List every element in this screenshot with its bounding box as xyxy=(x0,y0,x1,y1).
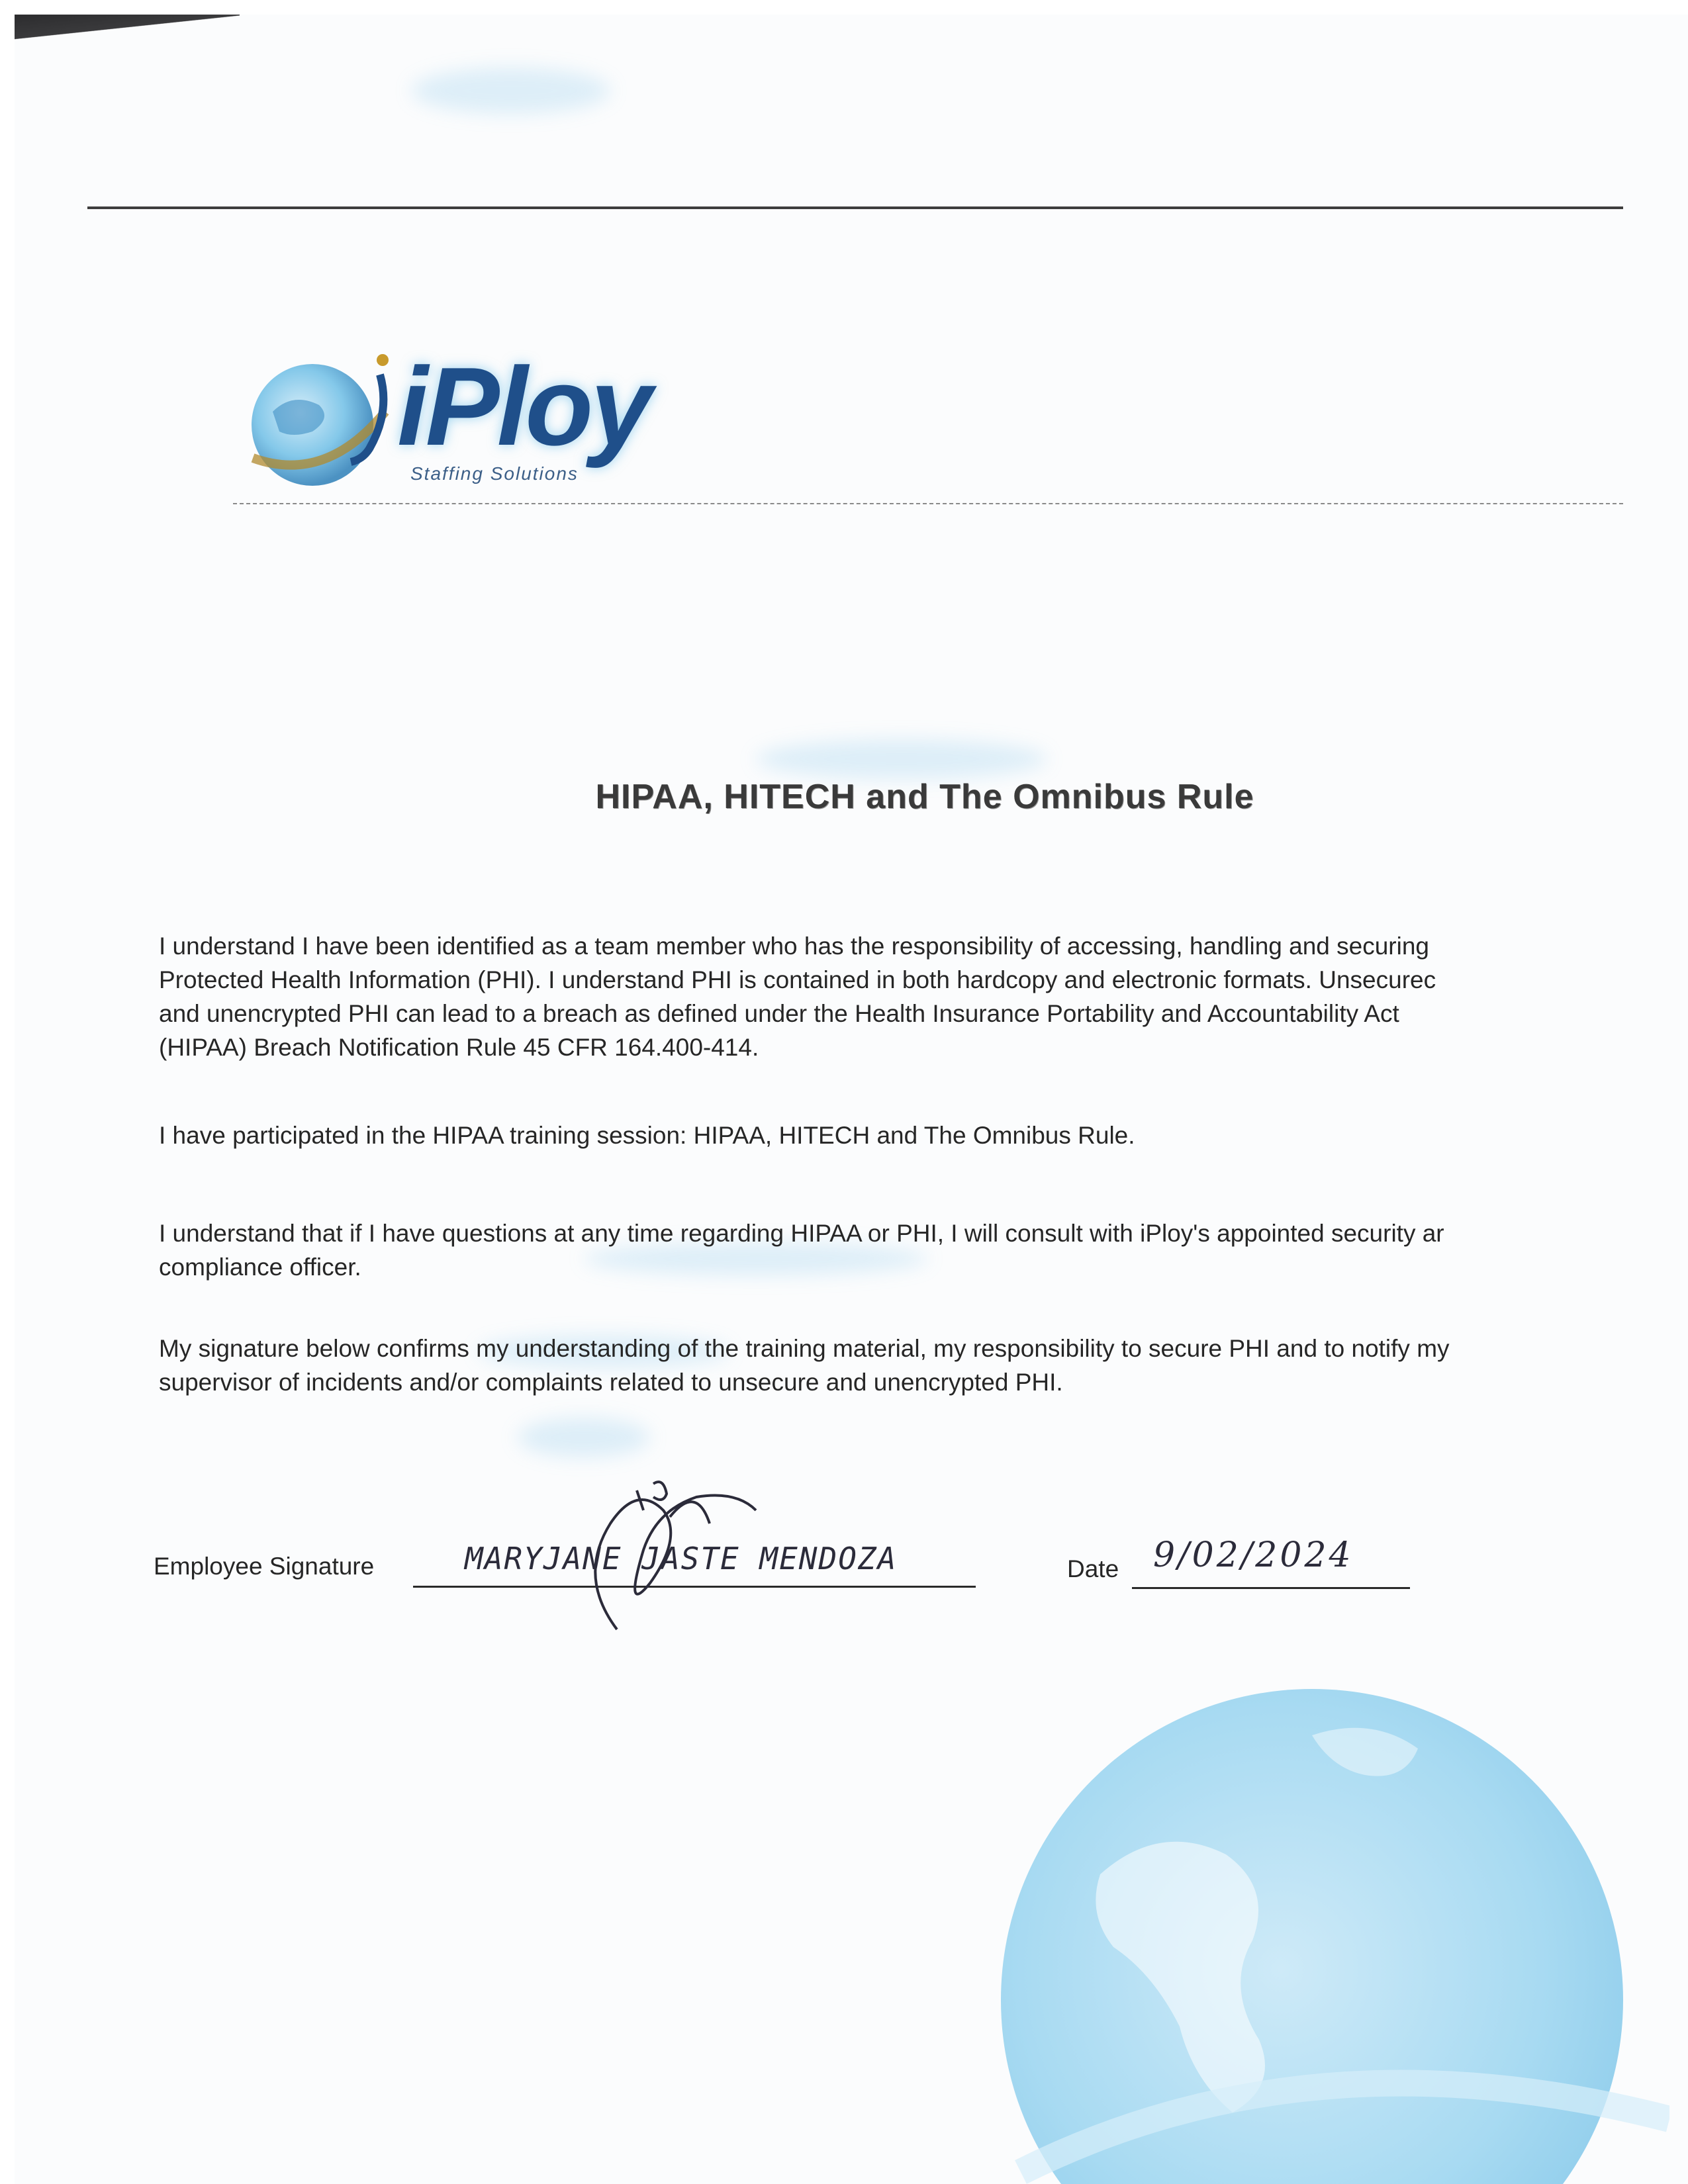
ink-smudge xyxy=(518,1418,650,1457)
paragraph-line: compliance officer. xyxy=(159,1253,361,1281)
paragraph-responsibility xyxy=(159,929,1648,1064)
paragraph-line: Protected Health Information (PHI). I understand PHI is contained in both hardcopy and electronic formats. Unsecurec xyxy=(159,966,1436,993)
handwritten-date: 9/02/2024 xyxy=(1153,1535,1354,1575)
globe-watermark-icon xyxy=(941,1656,1669,2184)
signature-row xyxy=(154,1530,1610,1636)
date-label: Date xyxy=(1067,1555,1119,1582)
paragraph-line: I understand that if I have questions at any time regarding HIPAA or PHI, I will consult with iPloy's appointed security ar xyxy=(159,1220,1444,1247)
ink-smudge xyxy=(412,68,610,114)
paragraph-line: I understand I have been identified as a team member who has the responsibility of accessing, handling and securing xyxy=(159,933,1429,960)
document-title: HIPAA, HITECH and The Omnibus Rule xyxy=(595,778,1254,816)
handwritten-name: MARYJANE JASTE MENDOZA xyxy=(465,1541,898,1576)
scan-edge-shadow xyxy=(15,15,240,45)
paragraph-confirmation xyxy=(159,1332,1648,1399)
signature-scribble-icon xyxy=(538,1471,776,1643)
logo-wordmark: iPloy xyxy=(397,344,650,469)
paragraph-line: supervisor of incidents and/or complaints related to unsecure and unencrypted PHI. xyxy=(159,1369,1063,1396)
company-logo xyxy=(233,332,710,504)
paragraph-line: and unencrypted PHI can lead to a breach as defined under the Health Insurance Portability and Accountability Act xyxy=(159,1000,1399,1027)
ink-smudge xyxy=(756,739,1047,779)
paragraph-line: My signature below confirms my understanding of the training material, my responsibility to secure PHI and to notify my xyxy=(159,1335,1450,1362)
paragraph-questions xyxy=(159,1216,1648,1284)
employee-signature-label: Employee Signature xyxy=(154,1553,375,1580)
paragraph-training xyxy=(159,1118,1648,1152)
date-line xyxy=(1132,1587,1410,1589)
paragraph-line: (HIPAA) Breach Notification Rule 45 CFR 164.400-414. xyxy=(159,1034,759,1061)
scanned-page xyxy=(15,15,1688,2184)
header-rule xyxy=(87,206,1623,209)
paragraph-line: I have participated in the HIPAA training session: HIPAA, HITECH and The Omnibus Rule. xyxy=(159,1122,1135,1149)
logo-tagline: Staffing Solutions xyxy=(410,463,579,484)
